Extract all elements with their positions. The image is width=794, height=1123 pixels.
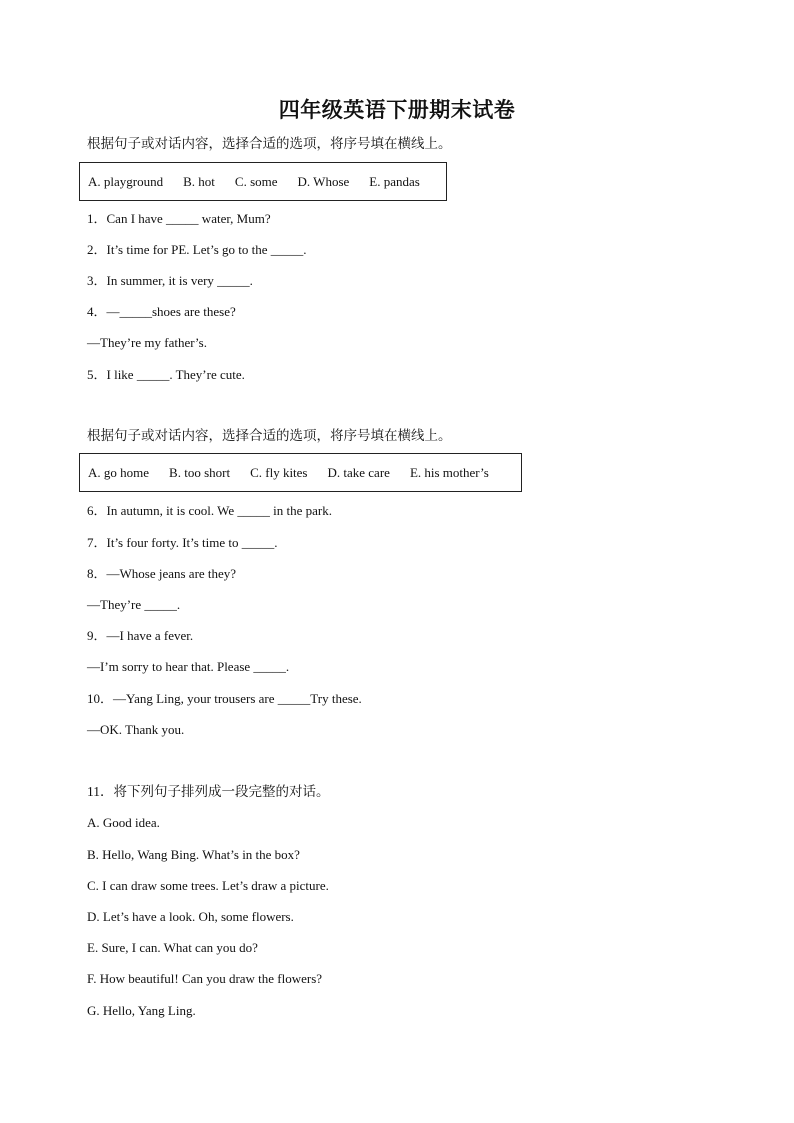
dialogue-item-c: C. I can draw some trees. Let’s draw a picture. <box>87 878 329 893</box>
page-title: 四年级英语下册期末试卷 <box>278 98 516 122</box>
option-a: A. playground <box>88 173 164 189</box>
question-8: 8．—Whose jeans are they? <box>87 566 237 581</box>
section3-instruction: 11．将下列句子排列成一段完整的对话。 <box>87 784 330 799</box>
dialogue-item-a: A. Good idea. <box>87 815 160 830</box>
question-9: 9．—I have a fever. <box>87 628 194 643</box>
section1-options-box <box>79 162 447 201</box>
question-10-answer: —OK. Thank you. <box>87 722 185 737</box>
option-d: D. take care <box>327 464 390 480</box>
question-7: 7．It’s four forty. It’s time to _____. <box>87 535 278 550</box>
option-e: E. his mother’s <box>409 464 489 480</box>
dialogue-item-b: B. Hello, Wang Bing. What’s in the box? <box>87 847 300 862</box>
dialogue-item-d: D. Let’s have a look. Oh, some flowers. <box>87 909 294 924</box>
dialogue-item-g: G. Hello, Yang Ling. <box>87 1003 196 1018</box>
question-8-answer: —They’re _____. <box>87 597 181 612</box>
dialogue-item-f: F. How beautiful! Can you draw the flowers? <box>87 971 323 986</box>
question-4-answer: —They’re my father’s. <box>87 335 207 350</box>
question-2: 2．It’s time for PE. Let’s go to the _____. <box>87 242 307 257</box>
option-a: A. go home <box>88 464 150 480</box>
option-e: E. pandas <box>369 173 420 189</box>
question-6: 6．In autumn, it is cool. We _____ in the park. <box>87 503 332 518</box>
section2-instruction: 根据句子或对话内容，选择合适的选项，将序号填在横线上。 <box>87 428 452 443</box>
option-d: D. Whose <box>297 173 350 189</box>
option-c: C. some <box>234 173 278 189</box>
question-3: 3．In summer, it is very _____. <box>87 273 253 288</box>
question-5: 5．I like _____. They’re cute. <box>87 367 245 382</box>
option-c: C. fly kites <box>250 464 308 480</box>
option-b: B. hot <box>183 173 215 189</box>
section1-instruction: 根据句子或对话内容，选择合适的选项，将序号填在横线上。 <box>87 136 452 151</box>
section2-options-box <box>79 453 522 492</box>
question-9-answer: —I’m sorry to hear that. Please _____. <box>87 659 290 674</box>
option-b: B. too short <box>169 464 231 480</box>
question-1: 1．Can I have _____ water, Mum? <box>87 211 271 226</box>
question-10: 10．—Yang Ling, your trousers are _____Try these. <box>87 691 362 706</box>
question-4: 4．—_____shoes are these? <box>87 304 236 319</box>
dialogue-item-e: E. Sure, I can. What can you do? <box>87 940 258 955</box>
